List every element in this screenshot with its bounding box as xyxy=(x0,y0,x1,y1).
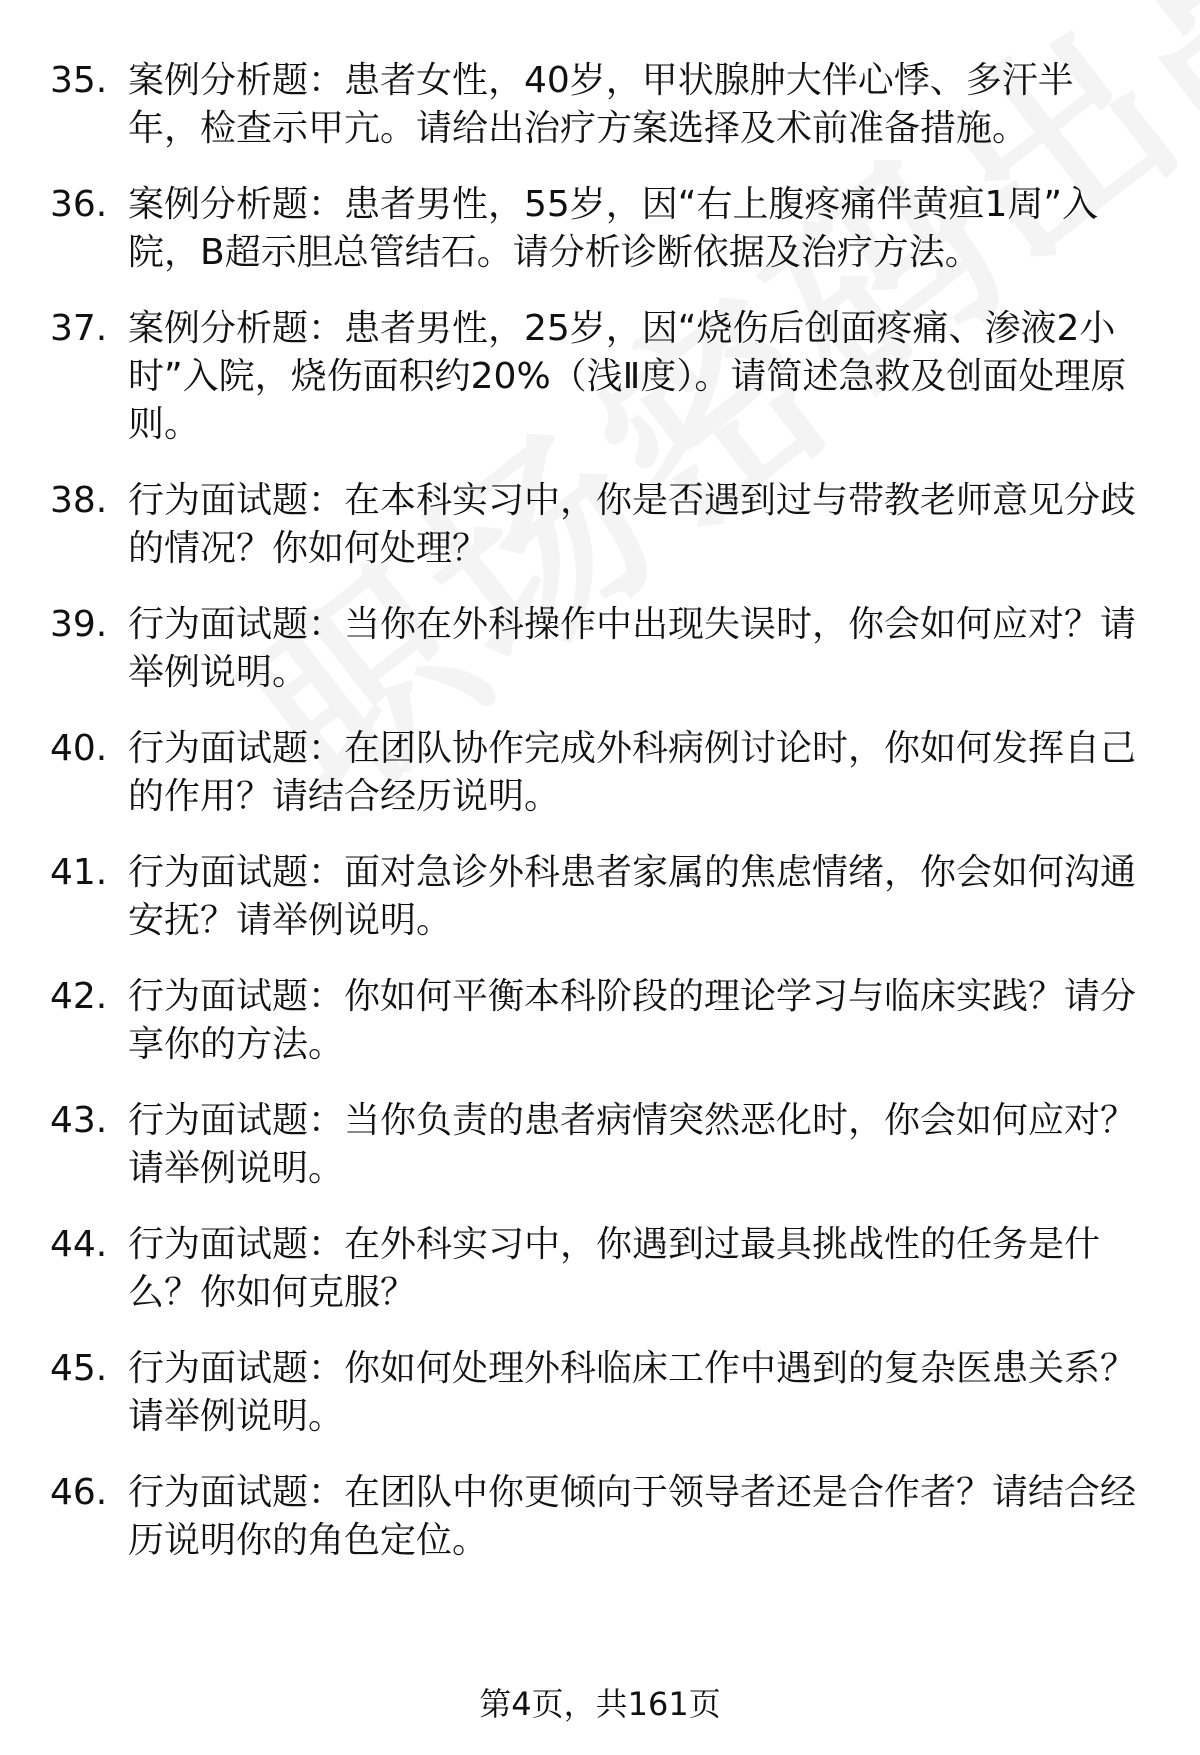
question-text: 行为面试题：在外科实习中，你遇到过最具挑战性的任务是什么？你如何克服？ xyxy=(128,1224,1101,1313)
question-number: 45. xyxy=(50,1348,108,1389)
question-text: 案例分析题：患者男性，55岁，因“右上腹疼痛伴黄疸1周”入院，B超示胆总管结石。请分析诊断依据及治疗方法。 xyxy=(128,184,1099,273)
question-number: 41. xyxy=(50,852,108,893)
question-text: 案例分析题：患者男性，25岁，因“烧伤后创面疼痛、渗液2小时”入院，烧伤面积约20%（浅Ⅱ度）。请简述急救及创面处理原则。 xyxy=(128,308,1127,445)
question-number: 40. xyxy=(50,728,108,769)
question-number: 36. xyxy=(50,184,108,225)
list-item xyxy=(0,1097,1200,1193)
question-number: 39. xyxy=(50,604,108,645)
question-number: 38. xyxy=(50,480,108,521)
list-item xyxy=(0,1469,1200,1565)
question-number: 44. xyxy=(50,1224,108,1265)
question-text: 行为面试题：当你负责的患者病情突然恶化时，你会如何应对？请举例说明。 xyxy=(128,1100,1137,1189)
list-item xyxy=(0,477,1200,573)
question-number: 37. xyxy=(50,308,108,349)
question-number: 35. xyxy=(50,60,108,101)
question-text: 案例分析题：患者女性，40岁，甲状腺肿大伴心悸、多汗半年，检查示甲亢。请给出治疗方案选择及术前准备措施。 xyxy=(128,60,1074,149)
question-text: 行为面试题：面对急诊外科患者家属的焦虑情绪，你会如何沟通安抚？请举例说明。 xyxy=(128,852,1137,941)
list-item xyxy=(0,57,1200,153)
list-item xyxy=(0,973,1200,1069)
question-text: 行为面试题：当你在外科操作中出现失误时，你会如何应对？请举例说明。 xyxy=(128,604,1137,693)
list-item xyxy=(0,305,1200,449)
list-item xyxy=(0,601,1200,697)
list-item xyxy=(0,849,1200,945)
question-text: 行为面试题：在本科实习中，你是否遇到过与带教老师意见分歧的情况？你如何处理？ xyxy=(128,480,1137,569)
question-text: 行为面试题：在团队协作完成外科病例讨论时，你如何发挥自己的作用？请结合经历说明。 xyxy=(128,728,1137,817)
question-number: 43. xyxy=(50,1100,108,1141)
list-item xyxy=(0,1345,1200,1441)
question-text: 行为面试题：在团队中你更倾向于领导者还是合作者？请结合经历说明你的角色定位。 xyxy=(128,1472,1137,1561)
list-item xyxy=(0,1221,1200,1317)
question-number: 46. xyxy=(50,1472,108,1513)
question-number: 42. xyxy=(50,976,108,1017)
question-text: 行为面试题：你如何处理外科临床工作中遇到的复杂医患关系？请举例说明。 xyxy=(128,1348,1137,1437)
question-list xyxy=(0,57,1200,1593)
list-item xyxy=(0,181,1200,277)
page-footer: 第4页，共161页 xyxy=(479,1685,721,1723)
list-item xyxy=(0,725,1200,821)
question-text: 行为面试题：你如何平衡本科阶段的理论学习与临床实践？请分享你的方法。 xyxy=(128,976,1137,1065)
